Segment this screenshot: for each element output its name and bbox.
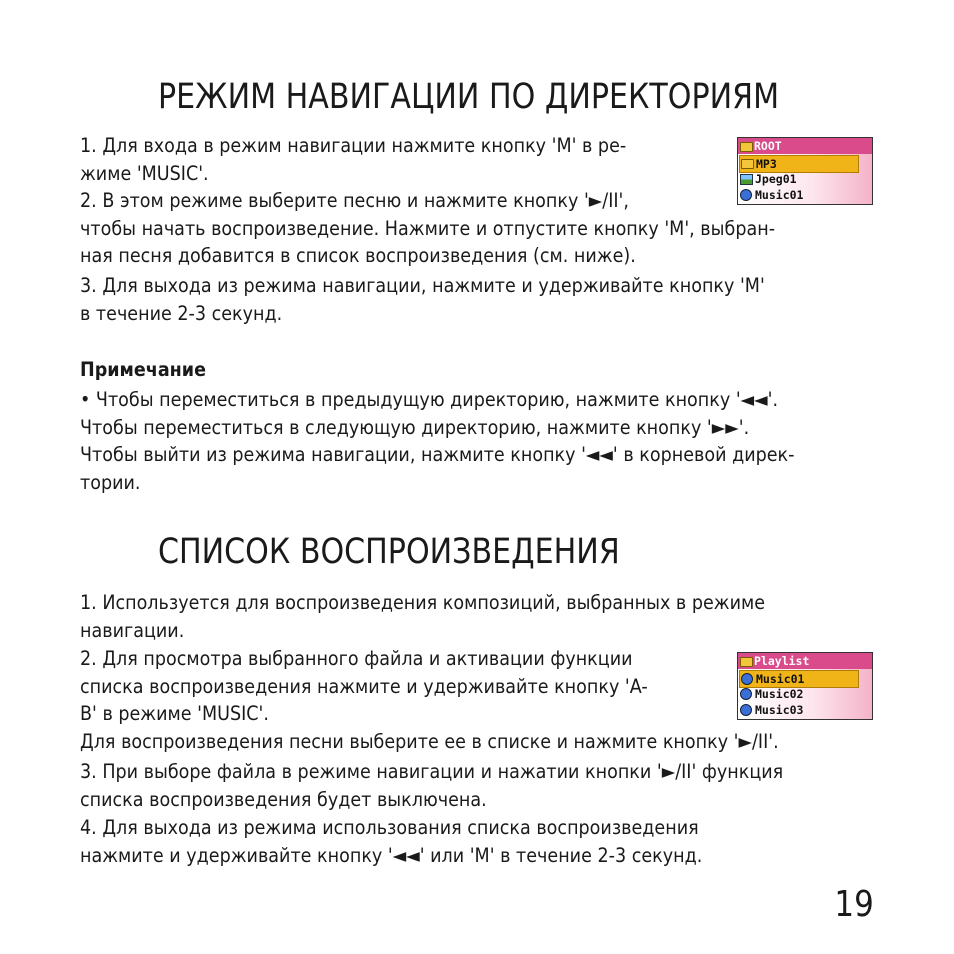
- text-line: 3. Для выхода из режима навигации, нажмите и удерживайте кнопку 'M': [80, 274, 765, 297]
- text-line: списка воспроизведения будет выключена.: [80, 787, 487, 811]
- folder-icon: [740, 142, 753, 152]
- text-line: нажмите и удерживайте кнопку '◄◄' или 'M' в течение 2-3 секунд.: [80, 843, 703, 867]
- folder-icon: [741, 159, 754, 169]
- text-line: Чтобы переместиться в следующую директорию, нажмите кнопку '►►'.: [80, 415, 750, 439]
- screen-header-label: ROOT: [754, 139, 782, 153]
- screen-header: [738, 653, 872, 669]
- screen-row: [739, 171, 797, 187]
- text-line: тории.: [80, 470, 141, 494]
- screen-row: [739, 702, 803, 718]
- note-paragraph: [80, 386, 795, 496]
- s1-paragraph-2: [80, 187, 795, 270]
- section-title-directory-navigation: РЕЖИМ НАВИГАЦИИ ПО ДИРЕКТОРИЯМ: [158, 77, 780, 117]
- music-disc-icon: [741, 673, 753, 685]
- s2-paragraph-1: [80, 589, 795, 644]
- playlist-screen: [737, 652, 873, 720]
- text-line: 2. Для просмотра выбранного файла и активации функции: [80, 647, 633, 670]
- text-line: чтобы начать воспроизведение. Нажмите и отпустите кнопку 'M', выбран-: [80, 216, 776, 240]
- screen-row-label: Music01: [756, 672, 805, 686]
- text-line: навигации.: [80, 618, 185, 642]
- text-line: 3. При выборе файла в режиме навигации и нажатии кнопки '►/II' функция: [80, 760, 784, 783]
- s2-paragraph-2: [80, 645, 795, 755]
- screen-row-label: Jpeg01: [755, 172, 797, 186]
- text-line: в течение 2-3 секунд.: [80, 301, 283, 325]
- text-line: жиме 'MUSIC'.: [80, 161, 209, 185]
- screen-header: [738, 138, 872, 154]
- screen-row-label: Music02: [755, 687, 804, 701]
- screen-row: [739, 187, 803, 203]
- image-file-icon: [740, 174, 753, 185]
- screen-row: [739, 686, 803, 702]
- page-number: 19: [834, 884, 874, 925]
- music-disc-icon: [740, 688, 752, 700]
- folder-icon: [740, 657, 753, 667]
- text-line: ная песня добавится в список воспроизведения (см. ниже).: [80, 244, 636, 267]
- s1-paragraph-3: [80, 272, 795, 327]
- text-line: Для воспроизведения песни выберите ее в списке и нажмите кнопку '►/II'.: [80, 729, 779, 753]
- text-line: 1. Используется для воспроизведения композиций, выбранных в режиме: [80, 591, 766, 614]
- music-disc-icon: [740, 189, 752, 201]
- text-line: списка воспроизведения нажмите и удерживайте кнопку 'A-: [80, 674, 648, 698]
- text-line: 4. Для выхода из режима использования списка воспроизведения: [80, 816, 699, 839]
- text-line: 2. В этом режиме выберите песню и нажмите кнопку '►/II',: [80, 189, 629, 212]
- screen-header-label: Playlist: [754, 654, 810, 668]
- screen-row-label: Music03: [755, 703, 804, 717]
- screen-row-label: Music01: [755, 188, 804, 202]
- text-line: Чтобы выйти из режима навигации, нажмите кнопку '◄◄' в корневой дирек-: [80, 443, 795, 466]
- s2-paragraph-3: [80, 758, 795, 813]
- text-line: B' в режиме 'MUSIC'.: [80, 702, 269, 725]
- text-line: 1. Для входа в режим навигации нажмите кнопку 'M' в ре-: [80, 134, 627, 157]
- s1-paragraph-1: [80, 132, 710, 187]
- root-browser-screen: [737, 137, 873, 205]
- s2-paragraph-4: [80, 814, 795, 869]
- note-heading: Примечание: [80, 358, 207, 381]
- section-title-playlist: СПИСОК ВОСПРОИЗВЕДЕНИЯ: [158, 532, 620, 572]
- screen-row-label: MP3: [756, 157, 777, 171]
- text-line: • Чтобы переместиться в предыдущую директорию, нажмите кнопку '◄◄'.: [80, 388, 779, 411]
- music-disc-icon: [740, 704, 752, 716]
